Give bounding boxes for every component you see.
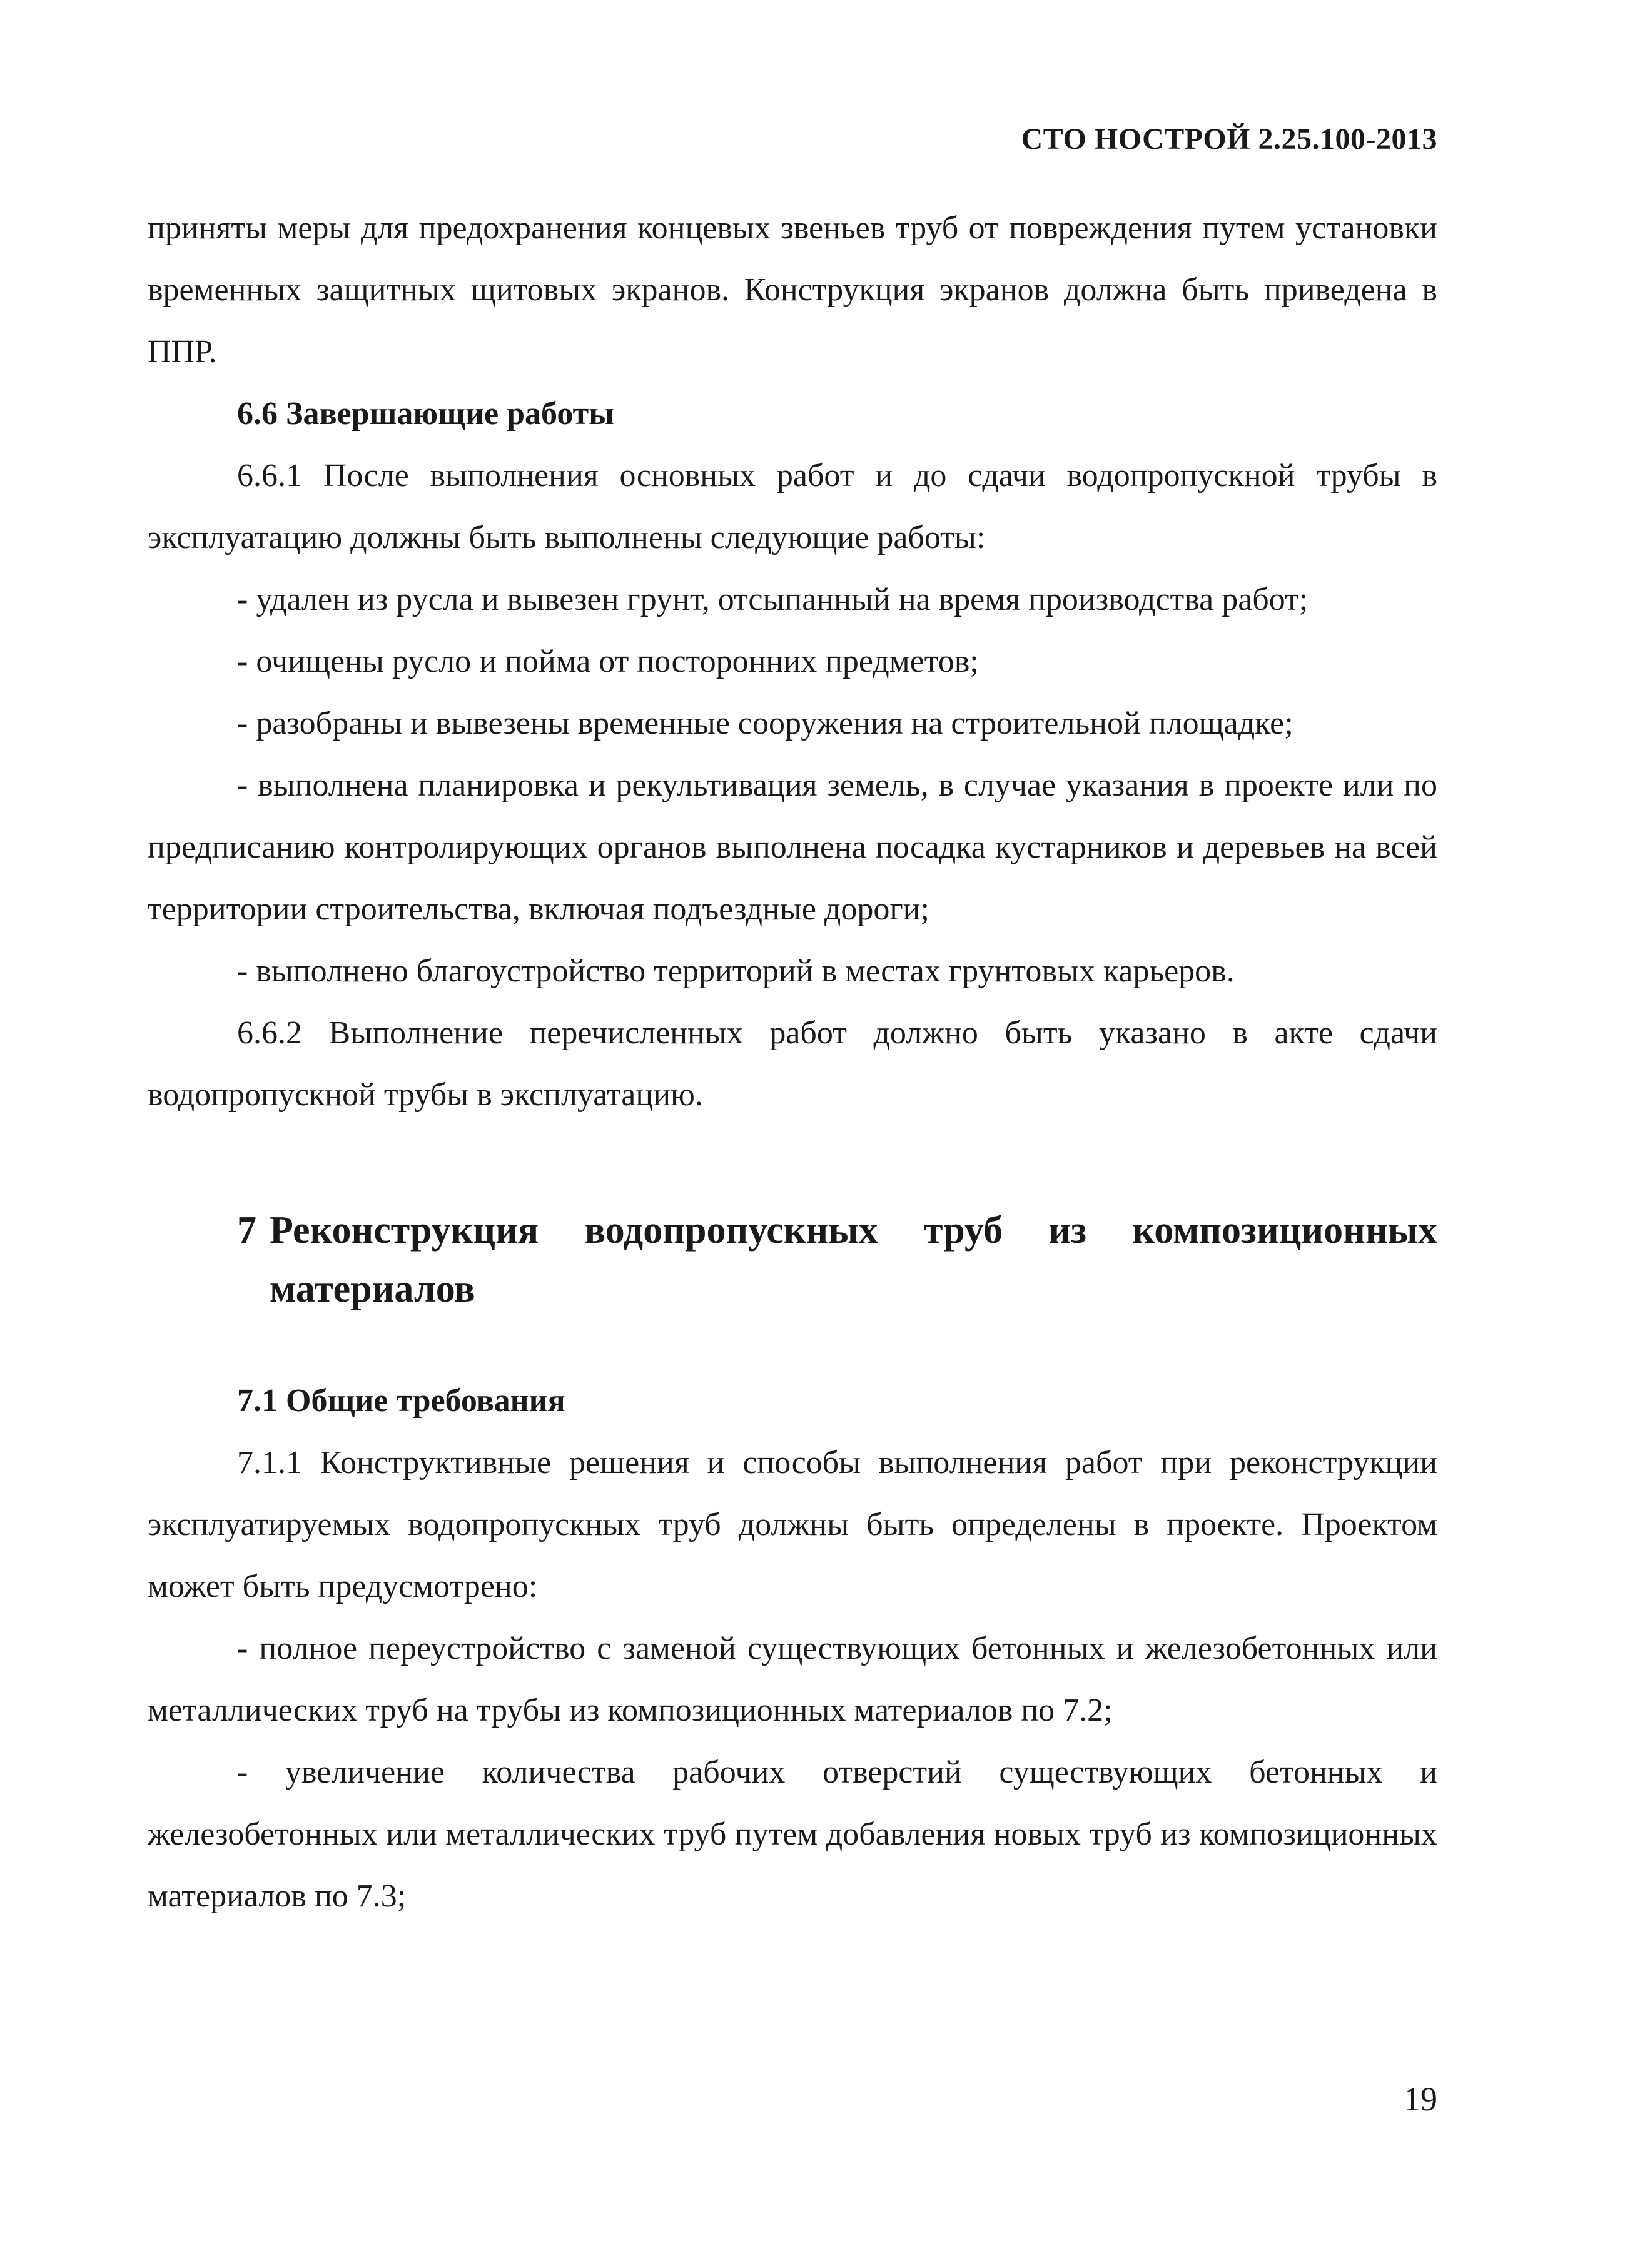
list-item-6-6-1-e: - выполнено благоустройство территорий в местах грунтовых карьеров. — [237, 953, 1235, 989]
list-item-7-1-1-b: - увеличение количества рабочих отверстий существующих бетонных и железобетонных или металлических труб путем добавления новых труб из композиционных материалов по 7.3; — [148, 1754, 1437, 1914]
paragraph-6-6-2: 6.6.2 Выполнение перечисленных работ должно быть указано в акте сдачи водопропускной трубы в эксплуатацию. — [148, 1015, 1437, 1113]
list-item-6-6-1-b: - очищены русло и пойма от посторонних предметов; — [237, 644, 979, 679]
page-number: 19 — [1404, 2080, 1437, 2118]
page-content — [148, 197, 1437, 1927]
chapter-7-heading — [148, 1201, 1437, 1319]
list-item-7-1-1-a: - полное переустройство с заменой существующих бетонных и железобетонных или металлических труб на трубы из композиционных материалов по 7.2; — [148, 1631, 1437, 1728]
list-item-6-6-1-d: - выполнена планировка и рекультивация земель, в случае указания в проекте или по предписанию контролирующих органов выполнена посадка кустарников и деревьев на всей территории строительства, включая подъездные дороги; — [148, 767, 1437, 927]
chapter-7-number: 7 — [237, 1209, 256, 1252]
paragraph-6-6-1: 6.6.1 После выполнения основных работ и до сдачи водопропускной трубы в эксплуатацию должны быть выполнены следующие работы: — [148, 458, 1437, 555]
list-item-6-6-1-c: - разобраны и вывезены временные сооружения на строительной площадке; — [237, 706, 1293, 741]
paragraph-7-1-1: 7.1.1 Конструктивные решения и способы выполнения работ при реконструкции эксплуатируемых водопропускных труб должны быть определены в проекте. Проектом может быть предусмотрено: — [148, 1445, 1437, 1604]
paragraph-continuation: приняты меры для предохранения концевых звеньев труб от повреждения путем установки временных защитных щитовых экранов. Конструкция экранов должна быть приведена в ППР. — [148, 210, 1437, 370]
standard-code-header: СТО НОСТРОЙ 2.25.100-2013 — [1021, 123, 1437, 156]
chapter-7-title: Реконструкция водопропускных труб из композиционных материалов — [270, 1209, 1437, 1310]
section-7-1-heading: 7.1 Общие требования — [237, 1383, 565, 1419]
list-item-6-6-1-a: - удален из русла и вывезен грунт, отсыпанный на время производства работ; — [237, 582, 1309, 617]
section-6-6-heading: 6.6 Завершающие работы — [237, 396, 614, 432]
